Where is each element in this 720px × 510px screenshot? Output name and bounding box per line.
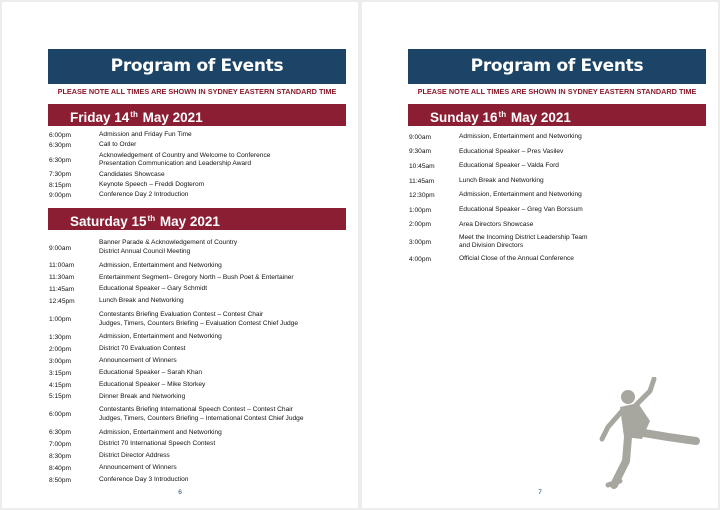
- schedule-time: 5:15pm: [49, 393, 71, 401]
- event-line: Admission and Friday Fun Time: [99, 130, 192, 138]
- kicking-figure-icon: [598, 377, 702, 489]
- event-line: Educational Speaker – Sarah Khan: [99, 368, 203, 376]
- timezone-note: PLEASE NOTE ALL TIMES ARE SHOWN IN SYDNEY EASTERN STANDARD TIME: [417, 87, 697, 96]
- event-line: Candidates Showcase: [99, 170, 165, 178]
- page-title: Program of Events: [48, 49, 346, 84]
- schedule-event: [99, 381, 205, 390]
- schedule-time: 9:30am: [409, 148, 431, 156]
- schedule-event: [459, 133, 582, 142]
- event-line: Educational Speaker – Pres Vasilev: [459, 147, 564, 155]
- schedule-row: [49, 272, 349, 284]
- event-line: Judges, Timers, Counters Briefing – International Contest Chief Judge: [99, 414, 304, 422]
- schedule-event: [99, 357, 177, 366]
- schedule-time: 11:45am: [49, 286, 75, 294]
- schedule-row: [49, 451, 349, 463]
- schedule-row: [49, 296, 349, 308]
- sunday-schedule: [409, 130, 709, 267]
- schedule-event: [99, 333, 222, 342]
- schedule-time: 7:00pm: [49, 441, 71, 449]
- schedule-event: [99, 262, 222, 271]
- right-page: [362, 2, 718, 508]
- event-line: Educational Speaker – Mike Storkey: [99, 380, 206, 388]
- schedule-time: 12:45pm: [49, 298, 75, 306]
- schedule-row: [409, 203, 709, 218]
- schedule-event: [99, 239, 237, 256]
- schedule-event: [99, 131, 192, 140]
- event-line: Lunch Break and Networking: [459, 176, 544, 184]
- schedule-row: [49, 170, 349, 180]
- page-number: 7: [538, 489, 542, 496]
- schedule-time: 2:00pm: [409, 221, 431, 229]
- schedule-row: [49, 427, 349, 439]
- schedule-row: [49, 140, 349, 150]
- schedule-event: [99, 274, 294, 283]
- schedule-time: 9:00am: [409, 133, 431, 141]
- schedule-event: [99, 297, 184, 306]
- schedule-time: 3:15pm: [49, 369, 71, 377]
- schedule-row: [49, 355, 349, 367]
- schedule-row: [409, 218, 709, 233]
- schedule-event: [99, 141, 136, 150]
- schedule-event: [99, 181, 204, 190]
- event-line: Announcement of Winners: [99, 464, 177, 472]
- schedule-event: [99, 464, 177, 473]
- schedule-event: [459, 162, 559, 171]
- schedule-row: [409, 145, 709, 160]
- event-line: Conference Day 3 Introduction: [99, 476, 189, 484]
- schedule-event: [99, 369, 202, 378]
- schedule-row: [409, 174, 709, 189]
- event-line: Admission, Entertainment and Networking: [99, 428, 222, 436]
- schedule-row: [49, 379, 349, 391]
- schedule-event: [99, 429, 222, 438]
- event-line: Admission, Entertainment and Networking: [459, 191, 582, 199]
- schedule-time: 11:00am: [49, 262, 75, 270]
- schedule-row: [49, 332, 349, 344]
- event-line: Contestants Briefing International Speech Contest – Contest Chair: [99, 406, 293, 414]
- schedule-time: 8:30pm: [49, 453, 71, 461]
- schedule-row: [49, 343, 349, 355]
- schedule-time: 4:00pm: [409, 255, 431, 263]
- event-line: Judges, Timers, Counters Briefing – Evaluation Contest Chief Judge: [99, 319, 299, 327]
- event-line: District 70 Evaluation Contest: [99, 345, 186, 353]
- event-line: Area Directors Showcase: [459, 220, 534, 228]
- schedule-time: 1:30pm: [49, 334, 71, 341]
- event-line: and Division Directors: [459, 242, 524, 250]
- schedule-time: 11:45am: [409, 177, 435, 185]
- event-line: District Director Address: [99, 452, 170, 460]
- event-line: Conference Day 2 Introduction: [99, 191, 189, 199]
- schedule-event: [99, 311, 298, 328]
- timezone-note: PLEASE NOTE ALL TIMES ARE SHOWN IN SYDNEY EASTERN STANDARD TIME: [57, 87, 337, 96]
- schedule-event: [459, 177, 544, 186]
- schedule-row: [49, 130, 349, 140]
- schedule-row: [49, 151, 349, 170]
- event-line: Call to Order: [99, 141, 137, 149]
- schedule-time: 7:30pm: [49, 171, 71, 179]
- schedule-event: [99, 406, 304, 423]
- schedule-row: [409, 232, 709, 252]
- event-line: Admission, Entertainment and Networking: [459, 133, 582, 140]
- schedule-row: [49, 191, 349, 201]
- day-header-friday: Friday 14th May 2021: [48, 104, 346, 126]
- schedule-event: [459, 191, 582, 200]
- event-line: Admission, Entertainment and Networking: [99, 261, 222, 269]
- schedule-row: [49, 180, 349, 190]
- schedule-row: [409, 130, 709, 145]
- friday-schedule: [49, 130, 349, 201]
- schedule-row: [409, 188, 709, 203]
- page-title: Program of Events: [408, 49, 706, 84]
- schedule-event: [99, 285, 207, 294]
- saturday-schedule: [49, 236, 349, 486]
- schedule-row: [49, 474, 349, 486]
- schedule-time: 8:50pm: [49, 476, 71, 484]
- schedule-row: [49, 367, 349, 379]
- schedule-event: [459, 148, 563, 157]
- schedule-event: [99, 440, 215, 449]
- schedule-time: 12:30pm: [409, 192, 435, 200]
- event-line: Banner Parade & Acknowledgement of Country: [99, 239, 238, 247]
- schedule-time: 3:00pm: [409, 238, 431, 246]
- event-line: Contestants Briefing Evaluation Contest – Contest Chair: [99, 310, 264, 318]
- schedule-time: 6:00pm: [49, 131, 71, 139]
- schedule-row: [49, 391, 349, 403]
- schedule-event: [99, 476, 188, 485]
- schedule-time: 11:30am: [49, 274, 75, 282]
- schedule-time: 6:00pm: [49, 411, 71, 419]
- schedule-event: [99, 345, 186, 354]
- event-line: District Annual Council Meeting: [99, 248, 191, 255]
- schedule-time: 9:00pm: [49, 192, 71, 200]
- schedule-event: [99, 152, 270, 169]
- schedule-row: [409, 252, 709, 267]
- schedule-event: [459, 234, 588, 251]
- schedule-row: [49, 308, 349, 332]
- schedule-time: 8:15pm: [49, 181, 71, 189]
- schedule-row: [49, 260, 349, 272]
- schedule-event: [459, 255, 574, 264]
- schedule-event: [99, 191, 188, 200]
- schedule-time: 2:00pm: [49, 345, 71, 353]
- schedule-time: 6:30pm: [49, 142, 71, 150]
- event-line: Educational Speaker – Valda Ford: [459, 162, 559, 170]
- schedule-time: 3:00pm: [49, 357, 71, 365]
- event-line: Announcement of Winners: [99, 356, 177, 364]
- day-header-saturday: Saturday 15th May 2021: [48, 208, 346, 230]
- schedule-row: [49, 439, 349, 451]
- event-line: Presentation Communication and Leadership Award: [99, 160, 251, 168]
- schedule-row: [49, 284, 349, 296]
- schedule-event: [459, 221, 533, 230]
- event-line: Official Close of the Annual Conference: [459, 255, 574, 263]
- schedule-row: [49, 403, 349, 427]
- day-header-sunday: Sunday 16th May 2021: [408, 104, 706, 126]
- schedule-time: 6:30pm: [49, 156, 71, 164]
- event-line: Meet the Incoming District Leadership Team: [459, 233, 588, 241]
- schedule-time: 1:00pm: [49, 316, 71, 324]
- schedule-time: 10:45am: [409, 162, 435, 170]
- event-line: Acknowledgement of Country and Welcome to Conference: [99, 151, 271, 159]
- schedule-row: [409, 159, 709, 174]
- schedule-time: 8:40pm: [49, 465, 71, 473]
- schedule-event: [99, 171, 165, 180]
- page-number: 6: [178, 489, 182, 496]
- event-line: Entertainment Segment– Gregory North – Bush Poet & Entertainer: [99, 273, 294, 281]
- left-page: [2, 2, 358, 508]
- event-line: Educational Speaker – Greg Van Borssum: [459, 205, 583, 213]
- event-line: Dinner Break and Networking: [99, 392, 186, 400]
- schedule-time: 1:00pm: [409, 206, 431, 214]
- schedule-event: [99, 452, 170, 461]
- event-line: Lunch Break and Networking: [99, 297, 184, 305]
- event-line: Admission, Entertainment and Networking: [99, 333, 222, 341]
- event-line: District 70 International Speech Contest: [99, 440, 216, 448]
- schedule-event: [99, 393, 185, 402]
- schedule-time: 6:30pm: [49, 429, 71, 437]
- schedule-time: 4:15pm: [49, 381, 71, 389]
- schedule-row: [49, 236, 349, 260]
- event-line: Keynote Speech – Freddi Dogterom: [99, 181, 205, 189]
- event-line: Educational Speaker – Gary Schmidt: [99, 285, 208, 293]
- schedule-event: [459, 206, 583, 215]
- schedule-time: 9:00am: [49, 244, 71, 252]
- schedule-row: [49, 463, 349, 475]
